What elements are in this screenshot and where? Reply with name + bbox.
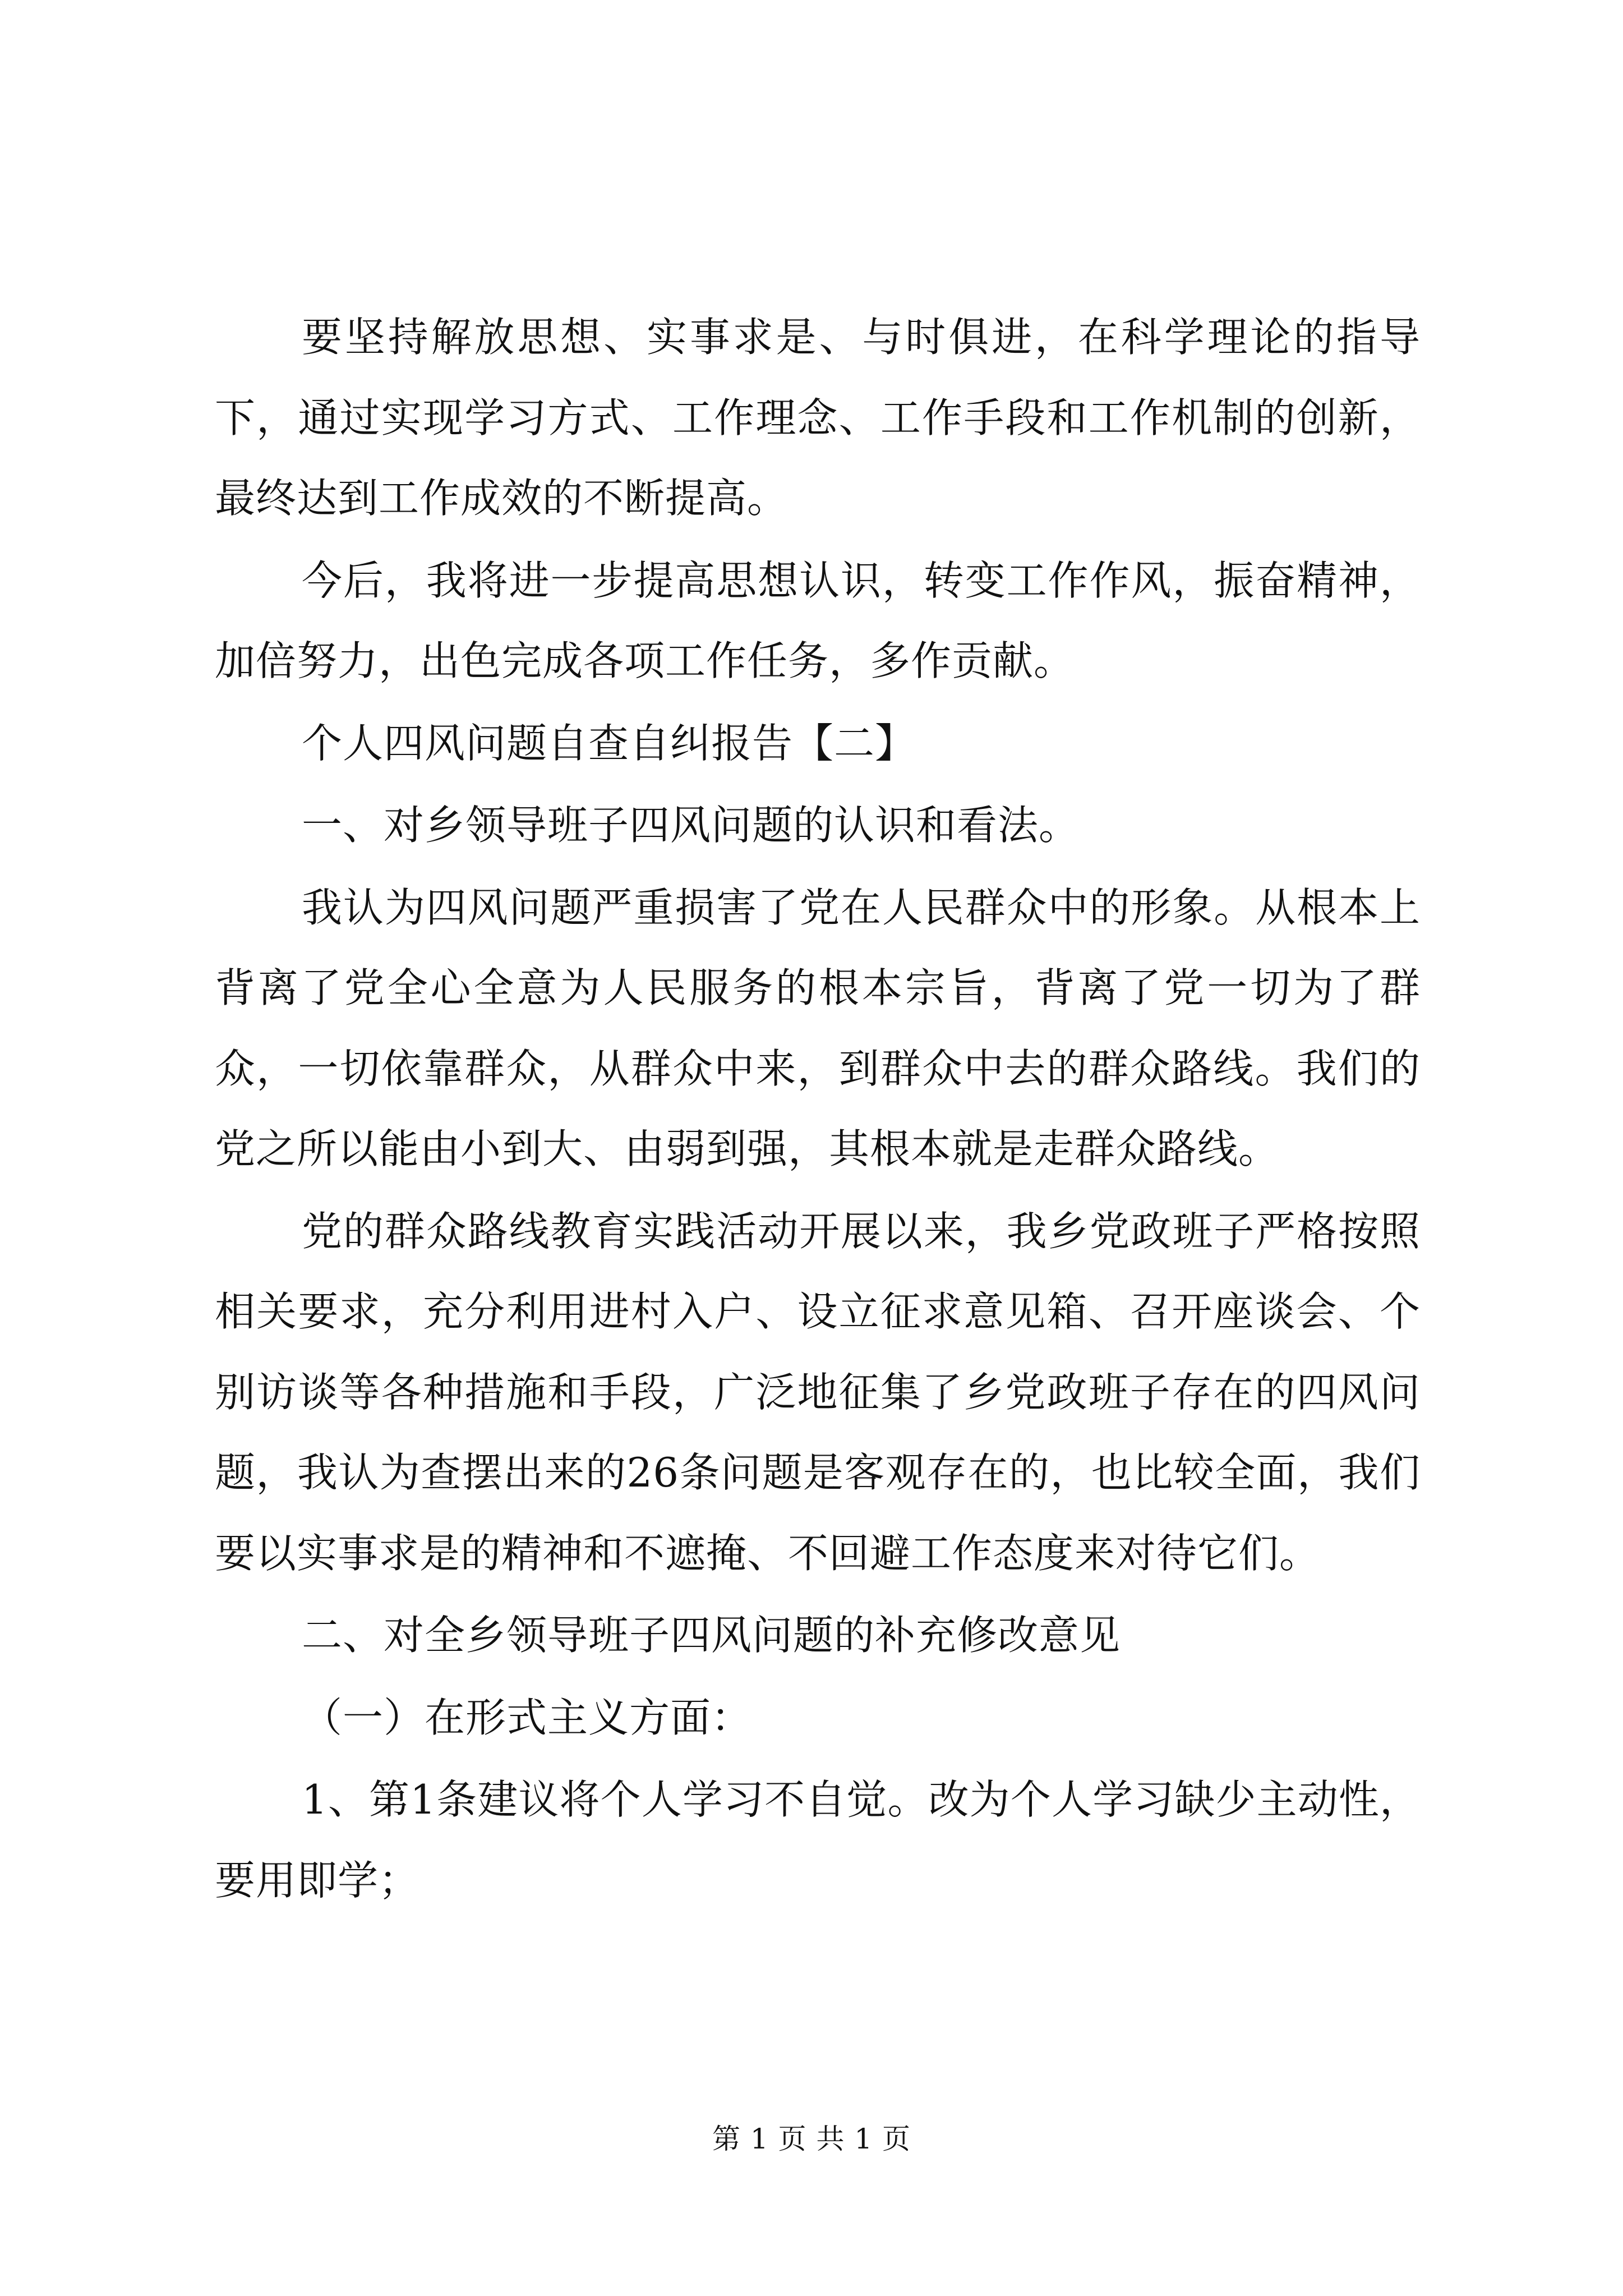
paragraph-3: 我认为四风问题严重损害了党在人民群众中的形象。从根本上背离了党全心全意为人民服务的根本宗旨，背离了党一切为了群众，一切依靠群众，从群众中来，到群众中去的群众路线。我们的党之所以能由小到大、由弱到强，其根本就是走群众路线。: [215, 884, 1421, 1172]
subsection-heading-1: （一）在形式主义方面：: [302, 1694, 753, 1741]
list-item-1: 1、第1条建议将个人学习不自觉。改为个人学习缺少主动性，要用即学；: [215, 1776, 1421, 1904]
paragraph-4: 党的群众路线教育实践活动开展以来，我乡党政班子严格按照相关要求，充分利用进村入户、设立征求意见箱、召开座谈会、个别访谈等各种措施和手段，广泛地征集了乡党政班子存在的四风问题，我认为查摆出来的26条问题是客观存在的，也比较全面，我们要以实事求是的精神和不遮掩、不回避工作态度来对待它们。: [215, 1207, 1421, 1577]
section-heading-1: 一、对乡领导班子四风问题的认识和看法。: [302, 802, 1080, 849]
section-heading-2: 二、对全乡领导班子四风问题的补充修改意见: [302, 1612, 1121, 1659]
paragraph-2: 今后，我将进一步提高思想认识，转变工作作风，振奋精神，加倍努力，出色完成各项工作任务，多作贡献。: [215, 556, 1421, 684]
report-subtitle: 个人四风问题自查自纠报告【二】: [302, 719, 916, 767]
paragraph-1: 要坚持解放思想、实事求是、与时俱进，在科学理论的指导下，通过实现学习方式、工作理念、工作手段和工作机制的创新，最终达到工作成效的不断提高。: [215, 314, 1421, 522]
document-body: [215, 297, 1421, 1980]
page-number-footer: 第 1 页 共 1 页: [712, 2123, 911, 2155]
